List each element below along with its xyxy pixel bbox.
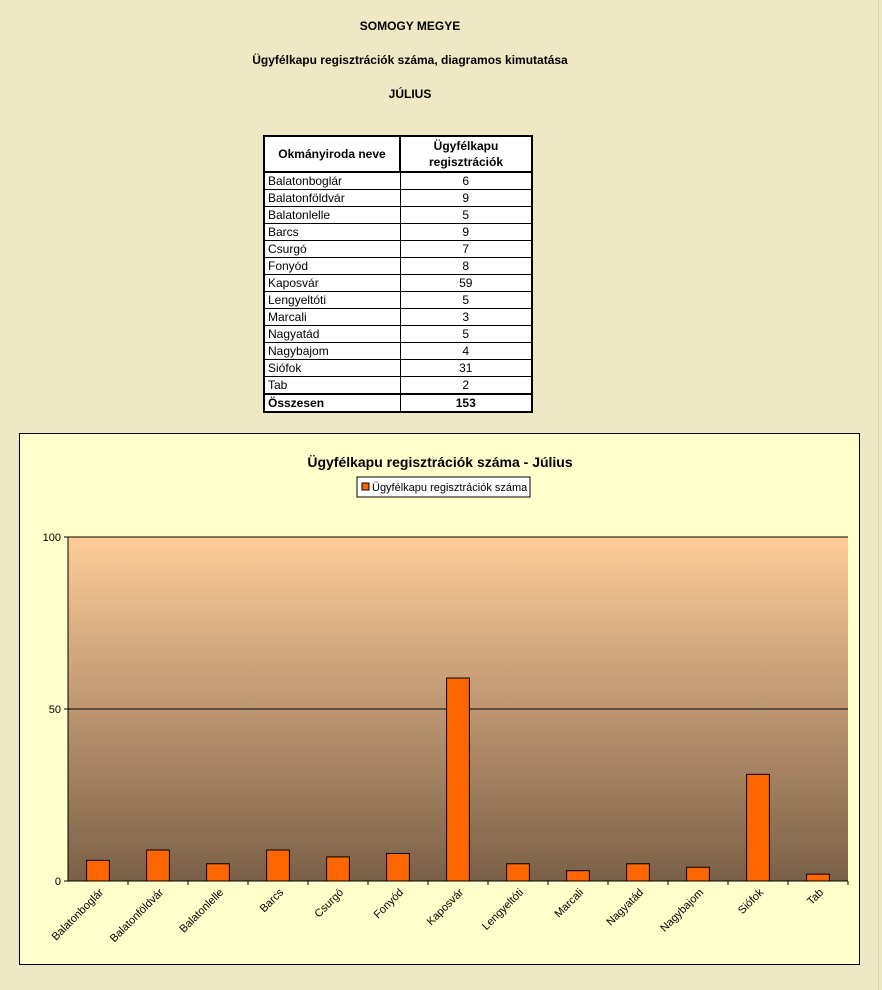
table-body xyxy=(264,172,532,412)
x-tick-label: Balatonföldvár xyxy=(107,886,167,945)
bar-3 xyxy=(267,850,290,881)
office-name-cell: Fonyód xyxy=(264,258,400,275)
y-tick-label: 100 xyxy=(42,532,61,544)
total-label-cell: Összesen xyxy=(264,394,400,412)
office-name-cell: Csurgó xyxy=(264,241,400,258)
bar-6 xyxy=(447,678,470,881)
column-header-registrations xyxy=(400,136,532,172)
registrations-cell: 7 xyxy=(400,241,532,258)
legend-swatch xyxy=(362,483,369,490)
office-name-cell: Balatonlelle xyxy=(264,207,400,224)
table-row xyxy=(264,343,532,360)
registrations-cell: 5 xyxy=(400,292,532,309)
x-tick-label: Balatonboglár xyxy=(49,886,107,944)
office-name-cell: Lengyeltóti xyxy=(264,292,400,309)
registrations-cell: 9 xyxy=(400,190,532,207)
registrations-cell: 2 xyxy=(400,377,532,395)
bar-8 xyxy=(567,871,590,881)
y-tick-label: 0 xyxy=(54,876,61,888)
registrations-cell: 4 xyxy=(400,343,532,360)
registrations-cell: 59 xyxy=(400,275,532,292)
table-row xyxy=(264,292,532,309)
office-name-cell: Balatonföldvár xyxy=(264,190,400,207)
bar-7 xyxy=(507,864,530,881)
x-tick-label: Siófok xyxy=(736,886,767,917)
office-name-cell: Barcs xyxy=(264,224,400,241)
total-value-cell: 153 xyxy=(400,394,532,412)
office-name-cell: Balatonboglár xyxy=(264,172,400,190)
registrations-cell: 31 xyxy=(400,360,532,377)
chart-title: Ügyfélkapu regisztrációk száma - Július xyxy=(307,454,573,470)
x-tick-label: Marcali xyxy=(552,886,587,921)
bar-4 xyxy=(327,857,350,881)
registrations-cell: 3 xyxy=(400,309,532,326)
column-header-office: Okmányiroda neve xyxy=(264,136,400,172)
bar-5 xyxy=(387,853,410,881)
column-header-line1: Ügyfélkapu xyxy=(433,139,499,153)
registrations-cell: 9 xyxy=(400,224,532,241)
window-edge xyxy=(878,0,879,990)
office-name-cell: Siófok xyxy=(264,360,400,377)
table-total-row xyxy=(264,394,532,412)
bar-2 xyxy=(207,864,230,881)
x-tick-label: Kaposvár xyxy=(424,886,467,928)
chart-legend xyxy=(357,477,530,497)
registrations-table xyxy=(263,135,533,413)
table-row xyxy=(264,172,532,190)
office-name-cell: Kaposvár xyxy=(264,275,400,292)
office-name-cell: Nagybajom xyxy=(264,343,400,360)
table-row xyxy=(264,377,532,395)
x-tick-label: Fonyód xyxy=(371,886,407,922)
table-row xyxy=(264,258,532,275)
table-row xyxy=(264,207,532,224)
table-row xyxy=(264,275,532,292)
bar-12 xyxy=(807,874,830,881)
office-name-cell: Nagyatád xyxy=(264,326,400,343)
table-row xyxy=(264,309,532,326)
bar-11 xyxy=(747,774,770,881)
column-header-line2: regisztrációk xyxy=(428,155,504,169)
table-row xyxy=(264,360,532,377)
registrations-cell: 5 xyxy=(400,326,532,343)
chart-svg xyxy=(20,434,861,966)
table-row xyxy=(264,190,532,207)
x-tick-label: Lengyeltóti xyxy=(480,886,527,933)
y-tick-labels xyxy=(43,532,68,888)
county-title: SOMOGY MEGYE xyxy=(359,19,461,33)
table-row xyxy=(264,224,532,241)
month-title: JÚLIUS xyxy=(388,87,432,101)
x-tick-label: Csurgó xyxy=(312,886,347,921)
table-header-row xyxy=(264,136,532,172)
x-tick-labels xyxy=(50,881,848,945)
bar-chart xyxy=(19,433,860,965)
registrations-cell: 8 xyxy=(400,258,532,275)
bar-10 xyxy=(687,867,710,881)
office-name-cell: Marcali xyxy=(264,309,400,326)
y-tick-label: 50 xyxy=(48,704,61,716)
x-tick-label: Balatonlelle xyxy=(177,886,227,936)
registrations-cell: 6 xyxy=(400,172,532,190)
registrations-cell: 5 xyxy=(400,207,532,224)
legend-label: Ügyfélkapu regisztrációk száma xyxy=(372,482,528,494)
bar-1 xyxy=(147,850,170,881)
x-tick-label: Nagybajom xyxy=(658,886,707,935)
bar-0 xyxy=(87,860,110,881)
bar-9 xyxy=(627,864,650,881)
x-tick-label: Tab xyxy=(805,886,827,908)
table-row xyxy=(264,241,532,258)
office-name-cell: Tab xyxy=(264,377,400,395)
table-row xyxy=(264,326,532,343)
report-subtitle: Ügyfélkapu regisztrációk száma, diagramos kimutatása xyxy=(252,53,568,67)
x-tick-label: Nagyatád xyxy=(604,886,647,929)
x-tick-label: Barcs xyxy=(257,886,287,916)
